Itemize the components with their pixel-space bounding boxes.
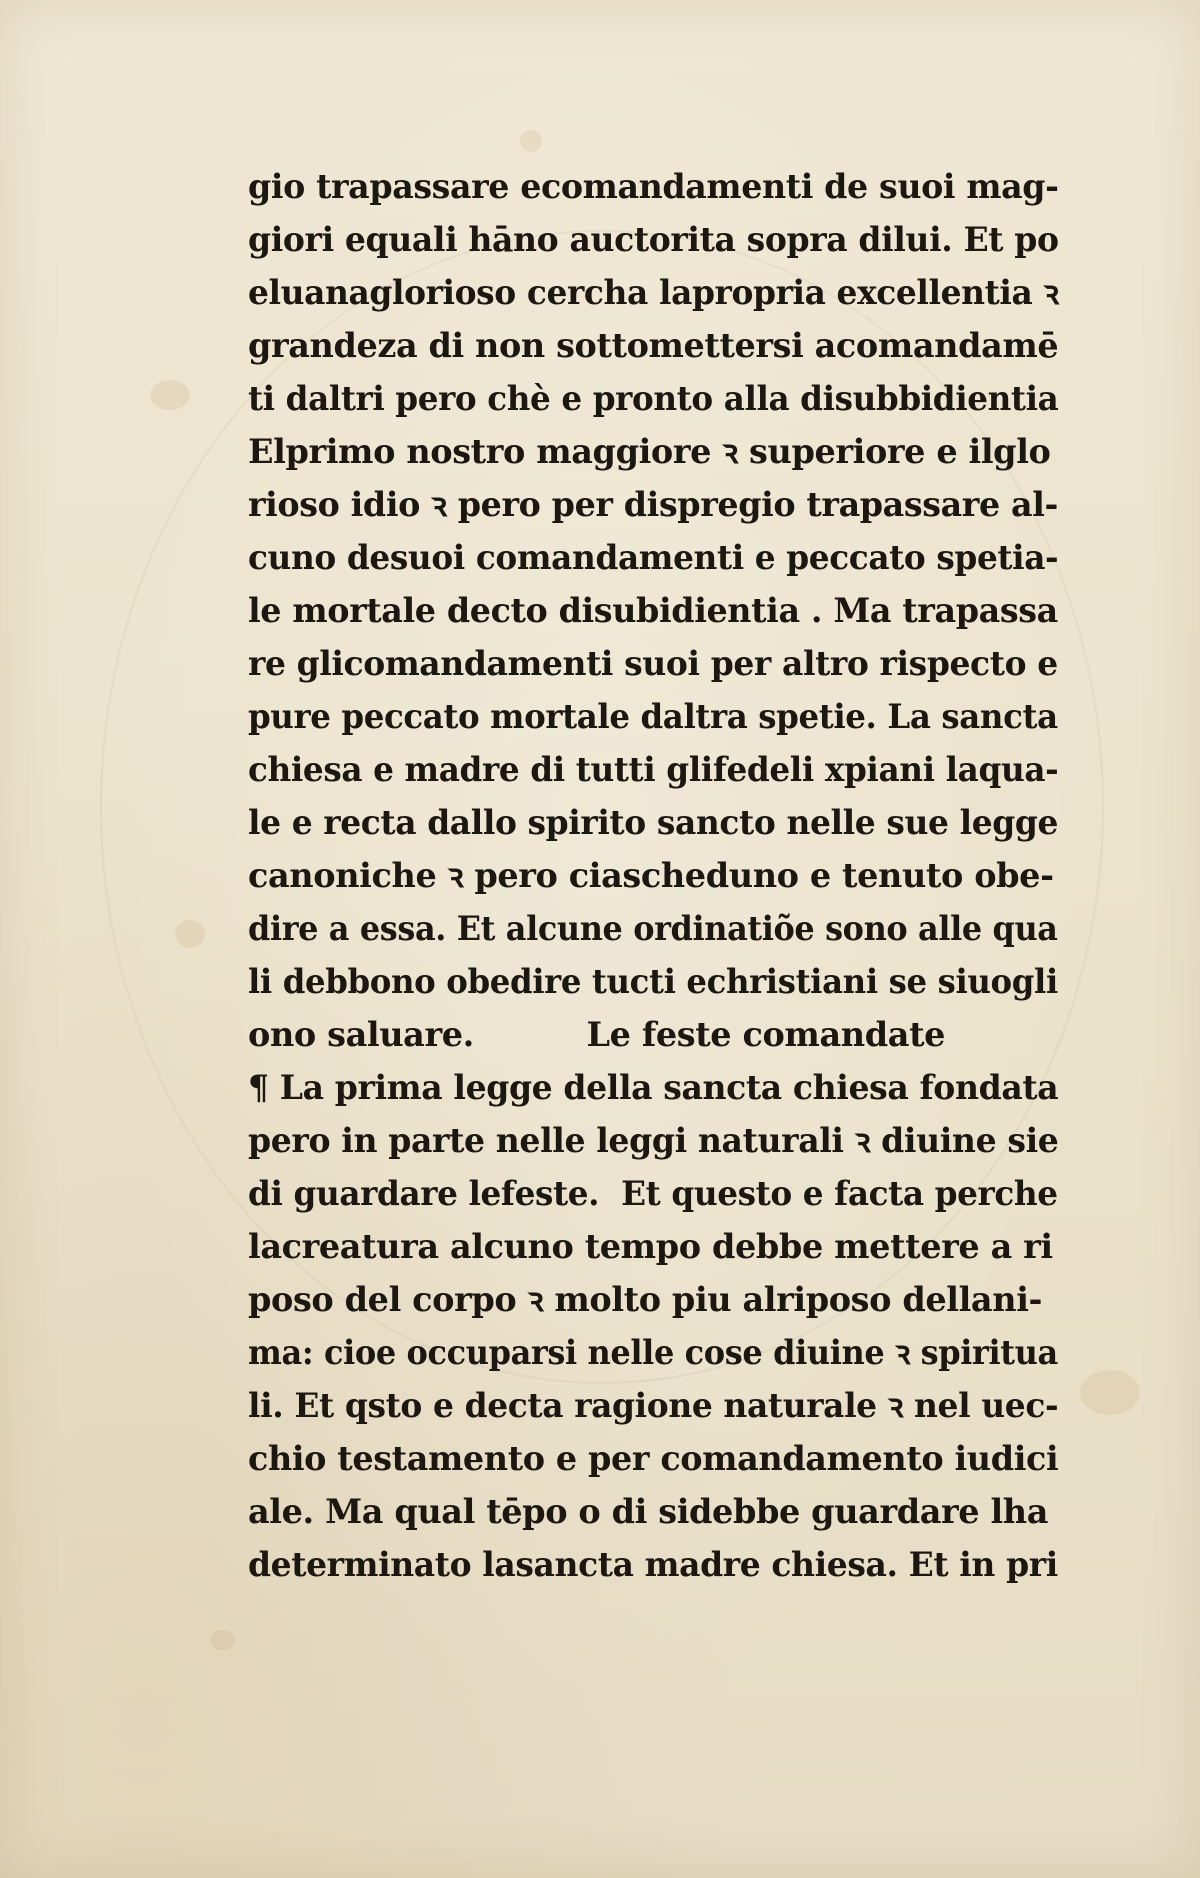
- text-line: le mortale decto disubidientia . Ma trapassa: [248, 591, 1058, 630]
- text-line: re glicomandamenti suoi per altro rispecto e: [248, 644, 1058, 683]
- section-heading-line: ono saluare. Le feste comandate: [248, 1015, 946, 1054]
- text-line: canoniche ꝛ pero ciascheduno e tenuto obe-: [248, 856, 1054, 895]
- text-line: ¶ La prima legge della sancta chiesa fondata: [248, 1068, 1059, 1107]
- text-line: cuno desuoi comandamenti e peccato spetia-: [248, 538, 1059, 577]
- text-line: grandeza di non sottomettersi acomandamē: [248, 326, 1059, 365]
- text-line: pero in parte nelle leggi naturali ꝛ diuine sie: [248, 1121, 1059, 1160]
- foxing-spot: [150, 380, 190, 410]
- foxing-spot: [210, 1630, 236, 1650]
- text-line: di guardare lefeste. Et questo e facta perche: [248, 1174, 1058, 1213]
- text-line: rioso idio ꝛ pero per dispregio trapassare al-: [248, 485, 1058, 524]
- printed-text-block: [248, 160, 1058, 1591]
- text-line: determinato lasancta madre chiesa. Et in pri: [248, 1545, 1058, 1584]
- text-line: lacreatura alcuno tempo debbe mettere a ri: [248, 1227, 1053, 1266]
- text-line: gio trapassare ecomandamenti de suoi mag-: [248, 167, 1059, 206]
- foxing-spot: [175, 920, 205, 948]
- text-line: poso del corpo ꝛ molto piu alriposo dellani-: [248, 1280, 1043, 1319]
- text-line: ti daltri pero chè e pronto alla disubbidientia: [248, 379, 1059, 418]
- text-line: li. Et qsto e decta ragione naturale ꝛ nel uec-: [248, 1386, 1059, 1425]
- text-line: dire a essa. Et alcune ordinatiõe sono alle qua: [248, 909, 1058, 948]
- text-line: le e recta dallo spirito sancto nelle sue legge: [248, 803, 1058, 842]
- foxing-spot: [520, 130, 542, 152]
- text-line: giori equali hāno auctorita sopra dilui. Et po: [248, 220, 1059, 259]
- text-line: ma: cioe occuparsi nelle cose diuine ꝛ spiritua: [248, 1333, 1058, 1372]
- text-line: eluanaglorioso cercha lapropria excellentia ꝛ: [248, 273, 1059, 312]
- foxing-spot: [1080, 1370, 1140, 1415]
- text-line: chio testamento e per comandamento iudici: [248, 1439, 1059, 1478]
- text-line: pure peccato mortale daltra spetie. La sancta: [248, 697, 1058, 736]
- text-line: Elprimo nostro maggiore ꝛ superiore e ilglo: [248, 432, 1051, 471]
- text-line: chiesa e madre di tutti glifedeli xpiani laqua-: [248, 750, 1059, 789]
- text-line: li debbono obedire tucti echristiani se siuogli: [248, 962, 1058, 1001]
- text-line: ale. Ma qual tēpo o di sidebbe guardare lha: [248, 1492, 1049, 1531]
